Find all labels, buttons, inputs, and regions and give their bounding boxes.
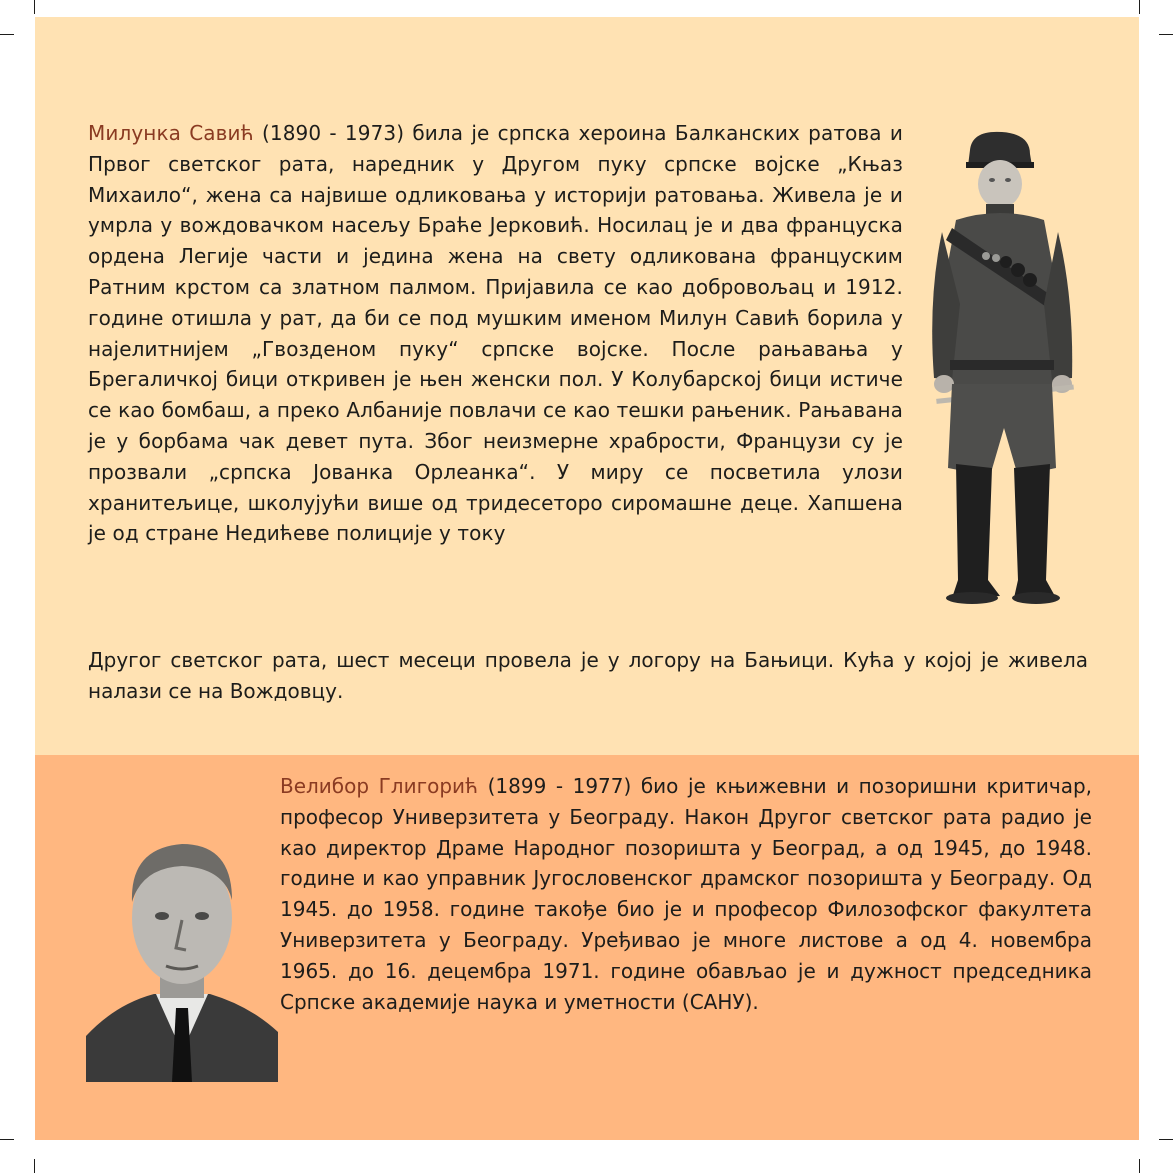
biography-text-1	[88, 118, 903, 549]
crop-mark	[1159, 34, 1173, 35]
crop-mark	[34, 0, 35, 14]
portrait-photo	[86, 822, 278, 1082]
soldier-photo	[922, 128, 1082, 628]
person-name-1: Милунка Савић	[88, 121, 254, 145]
crop-mark	[1159, 1139, 1173, 1140]
biography-body-2: (1899 - 1977) био је књижевни и позоришни критичар, професор Универзитета у Београду. Након Другог светског рата радио је као директор Драме Народног позоришта у Београд, а од 1945, до 1948. године и као управник Југословенског драмског позоришта у Београду. Од 1945. до 1958. године такође био је и професор Филозофског факултета Универзитета у Београду. Уређивао је многе листове а од 4. новембра 1965. до 16. децембра 1971. године обављао је и дужност председника Српске академије наука и уметности (САНУ).	[280, 774, 1093, 1014]
crop-mark	[34, 1159, 35, 1173]
biography-text-2	[280, 771, 1092, 1017]
person-name-2: Велибор Глигорић	[280, 774, 479, 798]
crop-mark	[1139, 1159, 1140, 1173]
crop-mark	[0, 1139, 14, 1140]
crop-mark	[1139, 0, 1140, 14]
biography-body-1: (1890 - 1973) била је српска хероина Балканских ратова и Првог светског рата, наредник у Другом пуку српске војске „Књаз Михаило“, жена са највише одликовања у историји ратовања. Живела је и умрла у вождовачком насељу Браће Јерковић. Носилац је и два француска ордена Легије части и једина жена на свету одликована француским Ратним крстом са златном палмом. Пријавила се као добровољац и 1912. године отишла у рат, да би се под мушким именом Милун Савић борила у најелитнијем „Гвозденом пуку“ српске војске. После рањавања у Брегаличкој бици откривен је њен женски пол. У Колубарској бици истиче се као бомбаш, а преко Албаније повлачи се као тешки рањеник. Рањавана је у борбама чак девет пута. Због неизмерне храбрости, Французи су је прозвали „српска Јованка Орлеанка“. У миру се посветила улози хранитељице, школујући више од тридесеторо сиромашне деце. Хапшена је од стране Недићеве полиције у току	[88, 121, 903, 546]
crop-mark	[0, 34, 14, 35]
biography-continuation-1: Другог светског рата, шест месеци провела је у логору на Бањици. Кућа у којој је живела налази се на Вождовцу.	[88, 648, 1088, 703]
